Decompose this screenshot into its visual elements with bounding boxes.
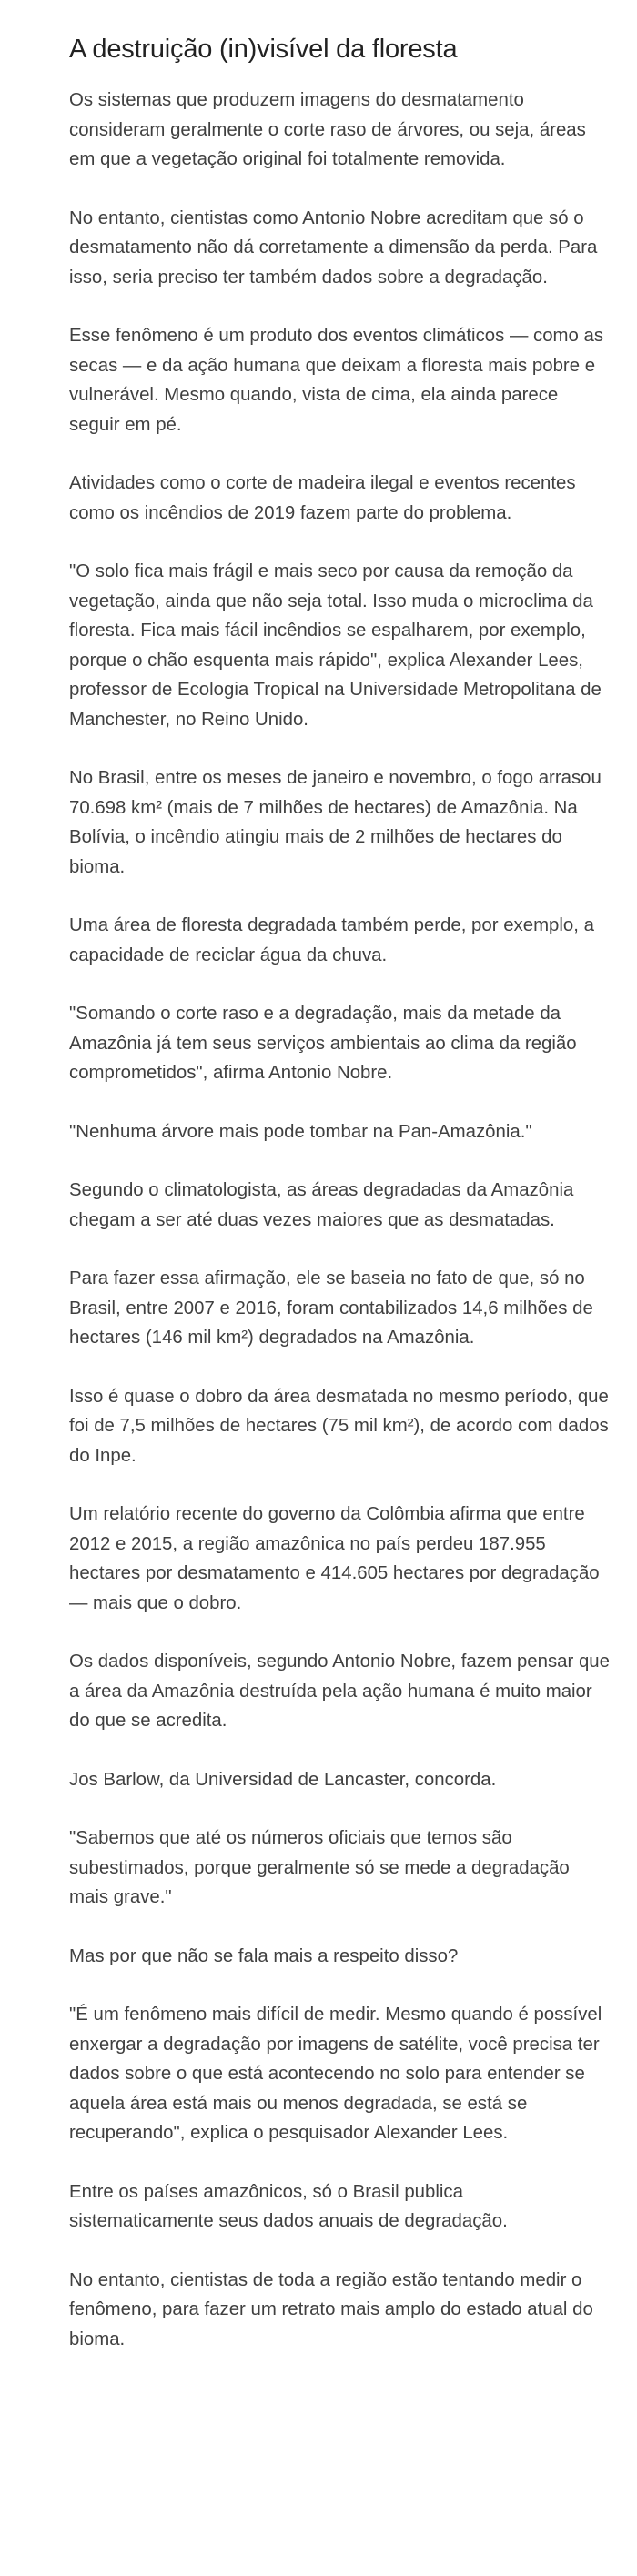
article-paragraph: No entanto, cientistas como Antonio Nobre acreditam que só o desmatamento não dá corretamente a dimensão da perda. Para isso, seria preciso ter também dados sobre a degradação. <box>69 207 598 288</box>
article <box>69 0 610 2383</box>
article-paragraph: Atividades como o corte de madeira ilegal e eventos recentes como os incêndios de 2019 fazem parte do problema. <box>69 473 576 523</box>
article-paragraph: Os dados disponíveis, segundo Antonio Nobre, fazem pensar que a área da Amazônia destruída pela ação humana é muito maior do que se acredita. <box>69 1652 610 1731</box>
article-paragraph: "Sabemos que até os números oficiais que temos são subestimados, porque geralmente só se mede a degradação mais grave." <box>69 1828 570 1907</box>
article-paragraph: Para fazer essa afirmação, ele se baseia no fato de que, só no Brasil, entre 2007 e 2016, foram contabilizados 14,6 milhões de hectares (146 mil km²) degradados na Amazônia. <box>69 1268 593 1348</box>
article-paragraph: No Brasil, entre os meses de janeiro e novembro, o fogo arrasou 70.698 km² (mais de 7 milhões de hectares) de Amazônia. Na Bolívia, o incêndio atingiu mais de 2 milhões de hectares do bioma. <box>69 768 602 877</box>
article-paragraph: Esse fenômeno é um produto dos eventos climáticos — como as secas — e da ação humana que deixam a floresta mais pobre e vulnerável. Mesmo quando, vista de cima, ela ainda parece seguir em pé. <box>69 326 604 435</box>
article-paragraph: No entanto, cientistas de toda a região estão tentando medir o fenômeno, para fazer um retrato mais amplo do estado atual do bioma. <box>69 2269 593 2349</box>
article-paragraph: Os sistemas que produzem imagens do desmatamento consideram geralmente o corte raso de árvores, ou seja, áreas em que a vegetação original foi totalmente removida. <box>69 90 586 169</box>
article-paragraph: Mas por que não se fala mais a respeito disso? <box>69 1945 459 1966</box>
article-paragraph: Entre os países amazônicos, só o Brasil publica sistematicamente seus dados anuais de degradação. <box>69 2181 508 2231</box>
article-paragraph: "Nenhuma árvore mais pode tombar na Pan-Amazônia." <box>69 1121 532 1142</box>
article-paragraph: Uma área de floresta degradada também perde, por exemplo, a capacidade de reciclar água da chuva. <box>69 915 594 965</box>
article-paragraph: "O solo fica mais frágil e mais seco por causa da remoção da vegetação, ainda que não seja total. Isso muda o microclima da floresta. Fica mais fácil incêndios se espalharem, por exemplo, porque o chão esquenta mais rápido", explica Alexander Lees, professor de Ecologia Tropical na Universidade Metropolitana de Manchester, no Reino Unido. <box>69 561 602 730</box>
article-paragraph: "É um fenômeno mais difícil de medir. Mesmo quando é possível enxergar a degradação por imagens de satélite, você precisa ter dados sobre o que está acontecendo no solo para entender se aquela área está mais ou menos degradada, se está se recuperando", explica o pesquisador Alexander Lees. <box>69 2005 602 2143</box>
article-paragraph: "Somando o corte raso e a degradação, mais da metade da Amazônia já tem seus serviços ambientais ao clima da região comprometidos", afirma Antonio Nobre. <box>69 1004 577 1083</box>
article-title: A destruição (in)visível da floresta <box>69 35 458 64</box>
article-paragraph: Isso é quase o dobro da área desmatada no mesmo período, que foi de 7,5 milhões de hectares (75 mil km²), de acordo com dados do Inpe. <box>69 1386 609 1466</box>
article-paragraph: Um relatório recente do governo da Colômbia afirma que entre 2012 e 2015, a região amazônica no país perdeu 187.955 hectares por desmatamento e 414.605 hectares por degradação — mais que o dobro. <box>69 1504 600 1613</box>
article-paragraph: Jos Barlow, da Universidad de Lancaster, concorda. <box>69 1769 497 1790</box>
article-paragraph: Segundo o climatologista, as áreas degradadas da Amazônia chegam a ser até duas vezes maiores que as desmatadas. <box>69 1180 574 1230</box>
article-body <box>69 86 610 2354</box>
